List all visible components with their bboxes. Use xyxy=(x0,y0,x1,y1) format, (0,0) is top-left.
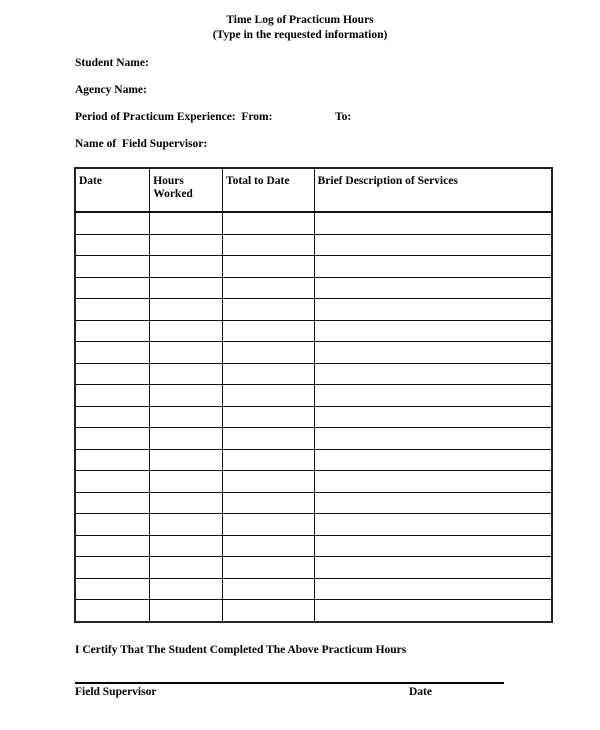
hours-worked-cell[interactable] xyxy=(150,363,223,385)
table-row xyxy=(75,320,552,342)
table-body xyxy=(75,212,552,622)
date-cell[interactable] xyxy=(75,256,150,278)
description-cell[interactable] xyxy=(314,428,552,450)
description-cell[interactable] xyxy=(314,212,552,234)
total-to-date-cell[interactable] xyxy=(223,449,315,471)
signature-date-label: Date xyxy=(409,686,432,698)
certification-statement: I Certify That The Student Completed The Above Practicum Hours xyxy=(75,644,407,656)
period-from-field: Period of Practicum Experience: From: xyxy=(75,111,273,123)
date-cell[interactable] xyxy=(75,342,150,364)
date-cell[interactable] xyxy=(75,471,150,493)
table-row xyxy=(75,535,552,557)
date-cell[interactable] xyxy=(75,578,150,600)
total-to-date-cell[interactable] xyxy=(223,320,315,342)
total-to-date-cell[interactable] xyxy=(223,385,315,407)
total-to-date-cell[interactable] xyxy=(223,578,315,600)
field-supervisor-signature-label: Field Supervisor xyxy=(75,686,157,698)
header-hours-worked: Hours Worked xyxy=(150,168,223,212)
hours-worked-cell[interactable] xyxy=(150,578,223,600)
table-row xyxy=(75,385,552,407)
hours-worked-cell[interactable] xyxy=(150,299,223,321)
total-to-date-cell[interactable] xyxy=(223,428,315,450)
description-cell[interactable] xyxy=(314,320,552,342)
total-to-date-cell[interactable] xyxy=(223,342,315,364)
table-row xyxy=(75,342,552,364)
hours-worked-cell[interactable] xyxy=(150,342,223,364)
date-cell[interactable] xyxy=(75,299,150,321)
date-cell[interactable] xyxy=(75,363,150,385)
table-row xyxy=(75,514,552,536)
date-cell[interactable] xyxy=(75,492,150,514)
hours-worked-cell[interactable] xyxy=(150,234,223,256)
hours-worked-cell[interactable] xyxy=(150,277,223,299)
header-date: Date xyxy=(75,168,150,212)
document-title: Time Log of Practicum Hours xyxy=(226,14,374,26)
date-cell[interactable] xyxy=(75,212,150,234)
table-row xyxy=(75,234,552,256)
date-cell[interactable] xyxy=(75,277,150,299)
student-name-field: Student Name: xyxy=(75,57,149,69)
date-cell[interactable] xyxy=(75,449,150,471)
total-to-date-cell[interactable] xyxy=(223,277,315,299)
document-subtitle: (Type in the requested information) xyxy=(212,29,388,41)
description-cell[interactable] xyxy=(314,471,552,493)
description-cell[interactable] xyxy=(314,385,552,407)
hours-worked-cell[interactable] xyxy=(150,471,223,493)
total-to-date-cell[interactable] xyxy=(223,299,315,321)
total-to-date-cell[interactable] xyxy=(223,471,315,493)
table-row xyxy=(75,471,552,493)
description-cell[interactable] xyxy=(314,406,552,428)
date-cell[interactable] xyxy=(75,234,150,256)
date-cell[interactable] xyxy=(75,514,150,536)
hours-worked-cell[interactable] xyxy=(150,492,223,514)
hours-worked-cell[interactable] xyxy=(150,212,223,234)
table-header-row xyxy=(75,168,552,212)
description-cell[interactable] xyxy=(314,492,552,514)
hours-worked-cell[interactable] xyxy=(150,514,223,536)
description-cell[interactable] xyxy=(314,449,552,471)
total-to-date-cell[interactable] xyxy=(223,256,315,278)
agency-name-field: Agency Name: xyxy=(75,84,147,96)
date-cell[interactable] xyxy=(75,600,150,622)
total-to-date-cell[interactable] xyxy=(223,212,315,234)
signature-line xyxy=(75,682,504,684)
hours-worked-cell[interactable] xyxy=(150,557,223,579)
table-row xyxy=(75,256,552,278)
description-cell[interactable] xyxy=(314,535,552,557)
hours-worked-cell[interactable] xyxy=(150,385,223,407)
total-to-date-cell[interactable] xyxy=(223,600,315,622)
description-cell[interactable] xyxy=(314,557,552,579)
table-row xyxy=(75,449,552,471)
description-cell[interactable] xyxy=(314,299,552,321)
total-to-date-cell[interactable] xyxy=(223,363,315,385)
header-description: Brief Description of Services xyxy=(314,168,552,212)
table-row xyxy=(75,428,552,450)
date-cell[interactable] xyxy=(75,428,150,450)
hours-worked-cell[interactable] xyxy=(150,449,223,471)
header-total-to-date: Total to Date xyxy=(223,168,315,212)
time-log-table xyxy=(74,167,553,623)
date-cell[interactable] xyxy=(75,385,150,407)
description-cell[interactable] xyxy=(314,600,552,622)
table-row xyxy=(75,600,552,622)
hours-worked-cell[interactable] xyxy=(150,428,223,450)
field-supervisor-name-field: Name of Field Supervisor: xyxy=(75,138,208,150)
total-to-date-cell[interactable] xyxy=(223,234,315,256)
table-row xyxy=(75,406,552,428)
table-row xyxy=(75,557,552,579)
table-row xyxy=(75,492,552,514)
total-to-date-cell[interactable] xyxy=(223,514,315,536)
hours-worked-cell[interactable] xyxy=(150,535,223,557)
hours-worked-cell[interactable] xyxy=(150,256,223,278)
description-cell[interactable] xyxy=(314,342,552,364)
total-to-date-cell[interactable] xyxy=(223,406,315,428)
table-row xyxy=(75,578,552,600)
period-to-field: To: xyxy=(335,111,352,123)
description-cell[interactable] xyxy=(314,277,552,299)
hours-worked-cell[interactable] xyxy=(150,600,223,622)
date-cell[interactable] xyxy=(75,320,150,342)
total-to-date-cell[interactable] xyxy=(223,535,315,557)
table-row xyxy=(75,363,552,385)
table-row xyxy=(75,299,552,321)
description-cell[interactable] xyxy=(314,234,552,256)
total-to-date-cell[interactable] xyxy=(223,557,315,579)
description-cell[interactable] xyxy=(314,256,552,278)
date-cell[interactable] xyxy=(75,535,150,557)
description-cell[interactable] xyxy=(314,363,552,385)
table-row xyxy=(75,277,552,299)
date-cell[interactable] xyxy=(75,557,150,579)
description-cell[interactable] xyxy=(314,578,552,600)
description-cell[interactable] xyxy=(314,514,552,536)
table-row xyxy=(75,212,552,234)
date-cell[interactable] xyxy=(75,406,150,428)
hours-worked-cell[interactable] xyxy=(150,320,223,342)
hours-worked-cell[interactable] xyxy=(150,406,223,428)
total-to-date-cell[interactable] xyxy=(223,492,315,514)
